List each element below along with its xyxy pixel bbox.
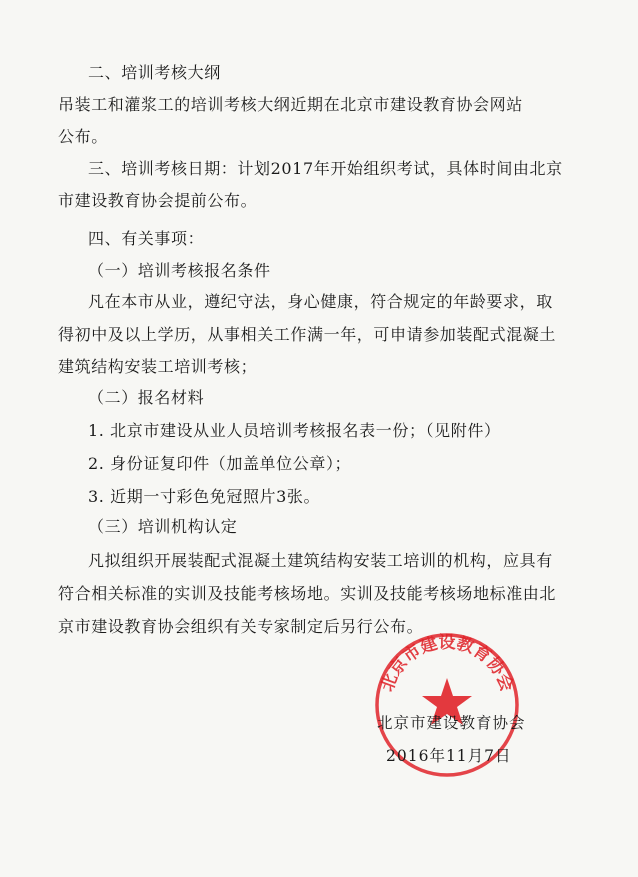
list-item: 2. 身份证复印件（加盖单位公章）； [88,454,352,473]
subheading-conditions: （一）培训考核报名条件 [88,261,271,280]
subheading-institution: （三）培训机构认定 [88,517,238,536]
section-heading-matters: 四、有关事项： [88,229,205,248]
paragraph-line: 得初中及以上学历，从事相关工作满一年，可申请参加装配式混凝土 [58,325,557,344]
section-heading-outline: 二、培训考核大纲 [88,63,221,82]
paragraph-line: 符合相关标准的实训及技能考核场地。实训及技能考核场地标准由北 [58,584,557,603]
paragraph-line: 吊装工和灌浆工的培训考核大纲近期在北京市建设教育协会网站 [58,95,523,114]
paragraph-line: 京市建设教育协会组织有关专家制定后另行公布。 [58,617,424,636]
paragraph-line: 建筑结构安装工培训考核； [58,357,258,376]
subheading-materials: （二）报名材料 [88,388,205,407]
section-heading-date: 三、培训考核日期：计划2017年开始组织考试，具体时间由北京 [88,159,563,178]
paragraph-line: 公布。 [58,127,108,146]
paragraph-line: 凡拟组织开展装配式混凝土建筑结构安装工培训的机构，应具有 [88,551,553,570]
signature-date: 2016年11月7日 [386,747,512,765]
list-item: 1. 北京市建设从业人员培训考核报名表一份；（见附件） [88,421,501,440]
list-item: 3. 近期一寸彩色免冠照片3张。 [88,487,321,506]
paragraph-line: 市建设教育协会提前公布。 [58,191,258,210]
paragraph-line: 凡在本市从业，遵纪守法，身心健康，符合规定的年龄要求，取 [88,292,553,311]
signature-organization: 北京市建设教育协会 [377,714,526,732]
svg-text:北京市建设教育协会: 北京市建设教育协会 [377,632,517,695]
